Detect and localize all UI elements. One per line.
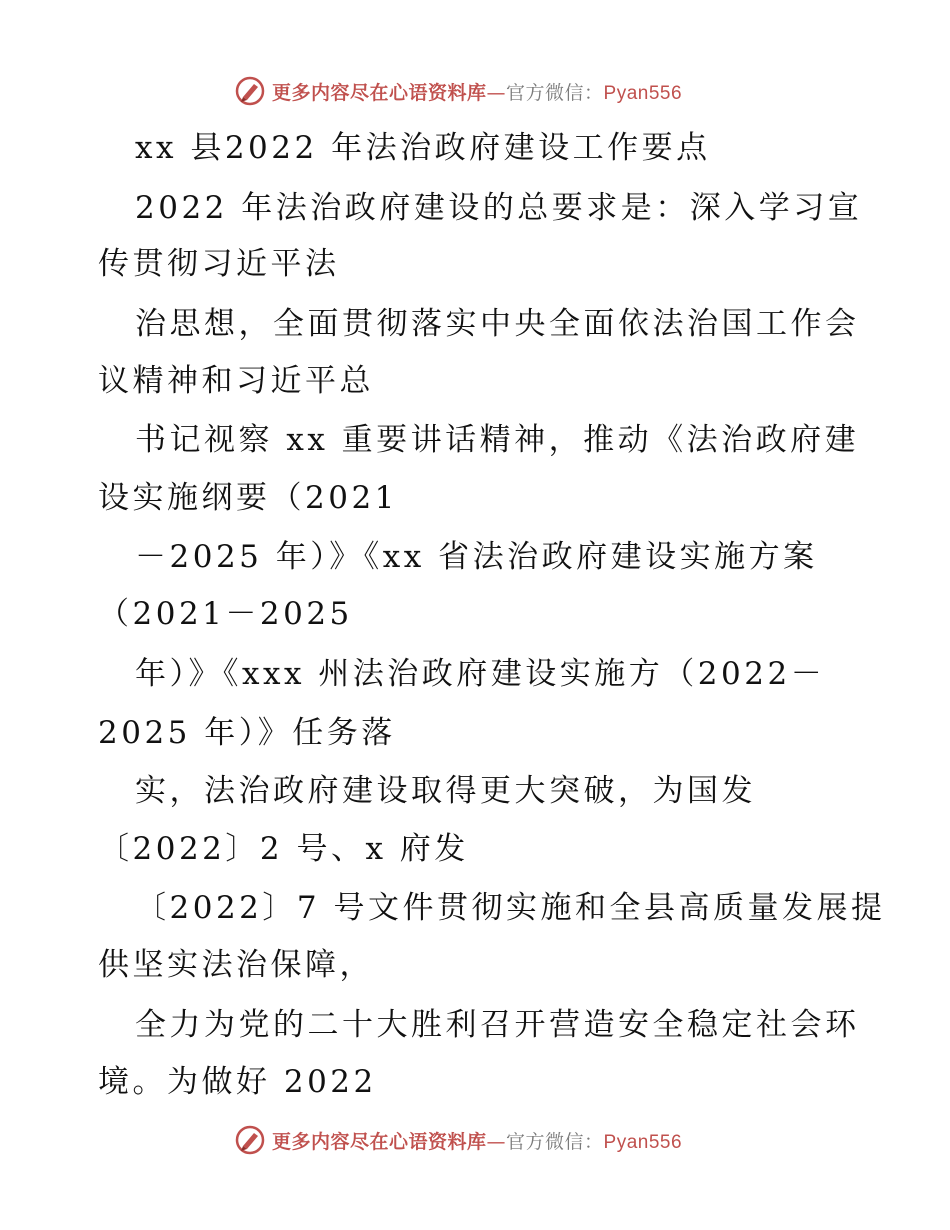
pen-logo-icon bbox=[234, 75, 266, 107]
paragraph-line: 年）》《xxx 州法治政府建设实施方（2022－ bbox=[135, 656, 826, 692]
watermark-header bbox=[234, 74, 682, 108]
watermark-prefix: 更多内容尽在心语资料库 bbox=[272, 81, 487, 104]
watermark-mid: 官方微信： bbox=[506, 81, 604, 104]
paragraph-line: 〔2022〕7 号文件贯彻实施和全县高质量发展提 bbox=[135, 890, 886, 926]
watermark-mid: 官方微信： bbox=[506, 1130, 604, 1153]
paragraph-line: 实，法治政府建设取得更大突破，为国发 bbox=[135, 773, 756, 809]
paragraph-line: 议精神和习近平总 bbox=[98, 363, 374, 399]
watermark-id: Pyan556 bbox=[603, 82, 683, 104]
paragraph-line: 供坚实法治保障， bbox=[98, 947, 374, 983]
watermark-dash: — bbox=[486, 81, 507, 104]
document-title: xx 县2022 年法治政府建设工作要点 bbox=[135, 130, 711, 166]
paragraph-line: 传贯彻习近平法 bbox=[98, 246, 340, 282]
paragraph-line: 治思想，全面贯彻落实中央全面依法治国工作会 bbox=[135, 306, 860, 342]
paragraph-line: 〔2022〕2 号、x 府发 bbox=[98, 831, 469, 867]
paragraph-line: 全力为党的二十大胜利召开营造安全稳定社会环 bbox=[135, 1007, 860, 1043]
watermark-footer bbox=[234, 1123, 682, 1157]
paragraph-line: －2025 年）》《xx 省法治政府建设实施方案 bbox=[135, 539, 818, 575]
watermark-prefix: 更多内容尽在心语资料库 bbox=[272, 1130, 487, 1153]
paragraph-line: 2022 年法治政府建设的总要求是：深入学习宣 bbox=[135, 190, 863, 226]
paragraph-line: 设实施纲要（2021 bbox=[98, 480, 398, 516]
paragraph-line: 2025 年）》任务落 bbox=[98, 715, 396, 751]
watermark-id: Pyan556 bbox=[603, 1131, 683, 1153]
paragraph-line: 境。为做好 2022 bbox=[98, 1064, 377, 1100]
paragraph-line: （2021－2025 bbox=[98, 596, 353, 632]
paragraph-line: 书记视察 xx 重要讲话精神，推动《法治政府建 bbox=[135, 422, 860, 458]
watermark-dash: — bbox=[486, 1130, 507, 1153]
pen-logo-icon bbox=[234, 1124, 266, 1156]
